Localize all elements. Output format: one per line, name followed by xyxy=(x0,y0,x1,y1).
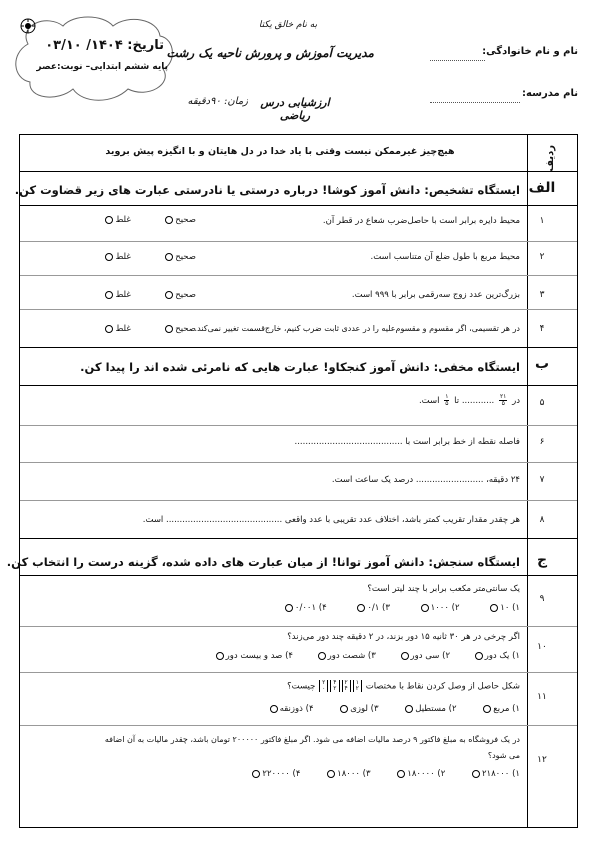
organization-title: مدیریت آموزش و پرورش ناحیه یک رشت xyxy=(166,46,374,60)
true-false-choice xyxy=(86,324,196,334)
divider xyxy=(20,309,577,310)
true-false-choice xyxy=(86,290,196,300)
school-name-label: نام مدرسه: xyxy=(522,88,578,99)
question-text: ۲۴ دقیقه، ......................... درصد یک ساعت است. xyxy=(331,475,520,485)
question-number: ۴ xyxy=(539,324,545,334)
question-text: اگر چرخی در هر ۳۰ ثانیه ۱۵ دور بزند، در ۲ دقیقه چند دور می‌زند؟ xyxy=(287,632,520,642)
option[interactable]: ۳) ۰/۱ xyxy=(355,603,390,613)
question-number: ۱۱ xyxy=(537,692,547,702)
divider xyxy=(20,575,577,576)
divider xyxy=(20,672,577,673)
question-text: در یک فروشگاه به مبلغ فاکتور ۹ درصد مالیات اضافه می شود. اگر مبلغ فاکتور ۲۰۰۰۰۰ تومان باشد، چقدر مالیات به آن اضافه xyxy=(104,735,520,744)
question-text: فاصله نقطه از خط برابر است با ........................................ xyxy=(294,437,520,447)
section-letter: ب xyxy=(534,356,550,372)
divider xyxy=(20,205,577,206)
divider xyxy=(20,725,577,726)
exam-duration: زمان: ۹۰دقیقه xyxy=(187,96,248,107)
question-text: شکل حاصل از وصل کردن نقاط با مختصات ۱ ۲۲ ۴۴ ۲۲ ۰ چیست؟ xyxy=(287,679,520,692)
question-text: هر چقدر مقدار تقریب کمتر باشد، اختلاف عدد تقریبی با عدد واقعی ........................................... است. xyxy=(142,515,520,525)
radio-icon xyxy=(483,705,491,713)
radio-icon xyxy=(475,652,483,660)
question-number: ۳ xyxy=(539,290,545,300)
coordinate: ۴ ۲ xyxy=(330,680,339,692)
question-number: ۹ xyxy=(539,594,545,604)
false-option[interactable]: غلط xyxy=(103,290,130,300)
radio-icon xyxy=(490,604,498,612)
question-number: ۱۲ xyxy=(537,755,547,765)
coordinate: ۱ ۲ xyxy=(353,680,362,692)
option[interactable]: ۴) ذوزنقه xyxy=(268,704,314,714)
question-text: در $\frac{۲۱}{۵}$ ............ تا $\frac{۱}{۵}$ است. xyxy=(418,393,520,407)
fraction: $\frac{۲۱}{۵}$ xyxy=(499,393,507,407)
radio-icon xyxy=(340,705,348,713)
true-option[interactable]: صحیح xyxy=(163,324,196,334)
radio-icon xyxy=(105,291,113,299)
options-row xyxy=(250,704,520,714)
radio-icon xyxy=(105,325,113,333)
false-option[interactable]: غلط xyxy=(103,215,130,225)
radio-icon xyxy=(318,652,326,660)
option[interactable]: ۴) صد و بیست دور xyxy=(214,651,293,661)
option[interactable]: ۱) ۱۰ xyxy=(488,603,520,613)
row-column-header: ردیف xyxy=(545,145,556,172)
question-text: محیط مربع با طول ضلع آن متناسب است. xyxy=(370,252,520,262)
option[interactable]: ۲) مستطیل xyxy=(403,704,456,714)
question-number: ۷ xyxy=(539,475,545,485)
radio-icon xyxy=(401,652,409,660)
section-letter: الف xyxy=(528,180,556,196)
bismillah: به نام خالق یکتا xyxy=(258,20,318,30)
divider xyxy=(20,538,577,539)
student-name-label: نام و نام خانوادگی: xyxy=(482,46,578,57)
false-option[interactable]: غلط xyxy=(103,252,130,262)
true-option[interactable]: صحیح xyxy=(163,252,196,262)
student-name-field[interactable] xyxy=(430,60,485,61)
radio-icon xyxy=(397,770,405,778)
true-option[interactable]: صحیح xyxy=(163,290,196,300)
radio-icon xyxy=(165,291,173,299)
section-title: ایستگاه سنجش: دانش آموز توانا! از میان عبارت های داده شده، گزینه درست را انتخاب کن. xyxy=(6,555,520,569)
option[interactable]: ۳) لوزی xyxy=(338,704,378,714)
section-letter: ج xyxy=(536,552,548,568)
question-number: ۸ xyxy=(539,515,545,525)
divider xyxy=(20,425,577,426)
divider xyxy=(20,275,577,276)
exam-date: تاریخ: ۱۴۰۴/ ۰۳/۱۰ xyxy=(45,38,164,53)
options-row xyxy=(200,651,520,661)
radio-icon xyxy=(270,705,278,713)
radio-icon xyxy=(105,216,113,224)
radio-icon xyxy=(405,705,413,713)
radio-icon xyxy=(252,770,260,778)
option[interactable]: ۳) ۱۸۰۰۰ xyxy=(325,769,370,779)
false-option[interactable]: غلط xyxy=(103,324,130,334)
radio-icon xyxy=(165,216,173,224)
divider xyxy=(20,462,577,463)
question-text: در هر تقسیمی، اگر مقسوم و مقسوم‌علیه را در عددی ثابت ضرب کنیم، خارج‌قسمت تغییر نمی‌کند. xyxy=(194,324,520,333)
grade-shift: پایه ششم ابتدایی– نوبت:عصر xyxy=(36,62,168,72)
option[interactable]: ۴) ۰/۰۰۱ xyxy=(283,603,327,613)
options-row xyxy=(290,603,520,613)
option[interactable]: ۳) شصت دور xyxy=(316,651,376,661)
option[interactable]: ۲) ۱۰۰۰ xyxy=(419,603,460,613)
question-number: ۲ xyxy=(539,252,545,262)
true-false-choice xyxy=(86,215,196,225)
true-false-choice xyxy=(86,252,196,262)
option[interactable]: ۲) سی دور xyxy=(399,651,451,661)
divider xyxy=(20,241,577,242)
question-number: ۱۰ xyxy=(537,642,547,652)
radio-icon xyxy=(472,770,480,778)
radio-icon xyxy=(327,770,335,778)
option[interactable]: ۲) ۱۸۰۰۰۰ xyxy=(395,769,445,779)
fraction: $\frac{۱}{۵}$ xyxy=(445,393,449,407)
radio-icon xyxy=(357,604,365,612)
school-name-field[interactable] xyxy=(430,102,520,103)
divider xyxy=(20,500,577,501)
radio-icon xyxy=(105,253,113,261)
coordinate: ۲ ۰ xyxy=(319,680,328,692)
radio-icon xyxy=(165,253,173,261)
option[interactable]: ۱) یک دور xyxy=(473,651,520,661)
divider xyxy=(20,347,577,348)
question-number: ۵ xyxy=(539,398,545,408)
question-text: بزرگ‌ترین عدد زوج سه‌رقمی برابر با ۹۹۹ است. xyxy=(351,290,520,300)
school-logo-icon xyxy=(20,18,36,34)
radio-icon xyxy=(285,604,293,612)
subject-title: ارزشیابی درس ریاضی xyxy=(260,96,330,122)
option[interactable]: ۱) مربع xyxy=(481,704,520,714)
coordinate: ۲ ۴ xyxy=(342,680,351,692)
question-text: محیط دایره برابر است با حاصل‌ضرب شعاع در قطر آن. xyxy=(322,216,520,226)
section-title: ایستگاه مخفی: دانش آموز کنجکاو! عبارت هایی که نامرئی شده اند را پیدا کن. xyxy=(80,360,520,374)
divider xyxy=(20,385,577,386)
question-number: ۱ xyxy=(539,216,545,226)
question-text: یک سانتی‌متر مکعب برابر با چند لیتر است؟ xyxy=(367,584,520,594)
true-option[interactable]: صحیح xyxy=(163,215,196,225)
divider xyxy=(20,171,577,172)
question-number: ۶ xyxy=(539,437,545,447)
question-text-cont: می شود؟ xyxy=(487,751,520,760)
options-row xyxy=(220,769,520,779)
section-title: ایستگاه تشخیص: دانش آموز کوشا! درباره درستی یا نادرستی عبارت های زیر قضاوت کن. xyxy=(14,183,520,197)
radio-icon xyxy=(421,604,429,612)
radio-icon xyxy=(216,652,224,660)
motto-text: هیچ‌چیز غیرممکن نیست وقتی با یاد خدا در دل هایتان و با انگیزه پیش بروید xyxy=(105,146,455,157)
option[interactable]: ۴) ۲۲۰۰۰۰ xyxy=(250,769,300,779)
radio-icon xyxy=(165,325,173,333)
divider xyxy=(20,626,577,627)
option[interactable]: ۱) ۲۱۸۰۰۰ xyxy=(470,769,520,779)
